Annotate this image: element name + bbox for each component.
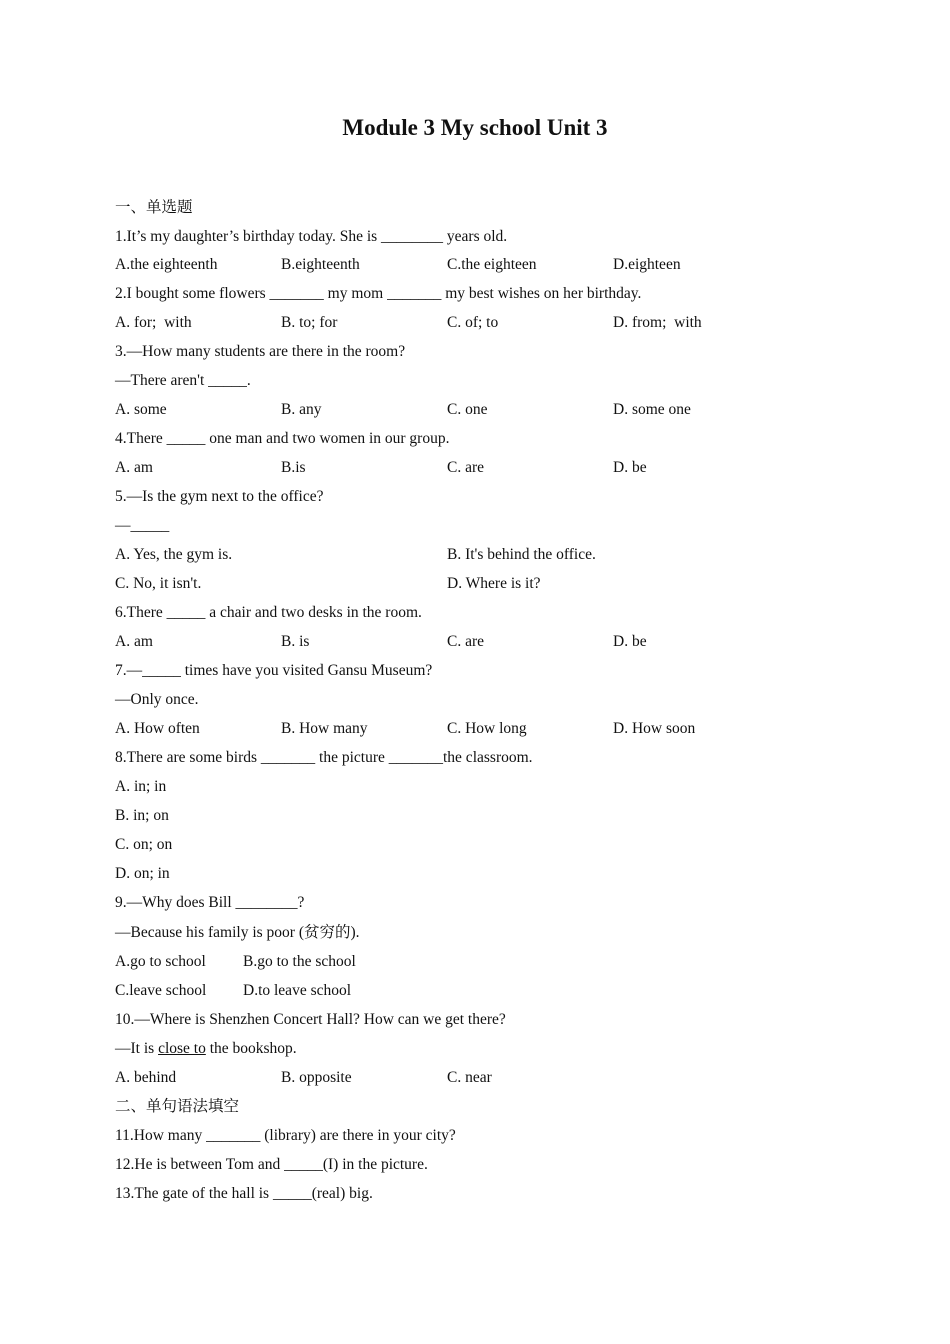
underlined-phrase: close to bbox=[158, 1040, 206, 1057]
question-5-answer: —_____ bbox=[115, 517, 170, 534]
question-9-stem: 9.—Why does Bill ________? bbox=[115, 894, 305, 911]
question-3-stem: 3.—How many students are there in the room? bbox=[115, 343, 406, 360]
question-5-stem: 5.—Is the gym next to the office? bbox=[115, 488, 324, 505]
question-1-stem: 1.It’s my daughter’s birthday today. She is ________ years old. bbox=[115, 228, 508, 245]
answer-prefix: —It is bbox=[115, 1040, 159, 1057]
option-a: A. am bbox=[115, 633, 153, 650]
question-11: 11.How many _______ (library) are there in your city? bbox=[115, 1127, 456, 1144]
question-4-stem: 4.There _____ one man and two women in our group. bbox=[115, 430, 450, 447]
question-10-options bbox=[115, 1069, 835, 1087]
question-2-stem: 2.I bought some flowers _______ my mom _______ my best wishes on her birthday. bbox=[115, 285, 642, 302]
option-b: B. any bbox=[281, 401, 322, 418]
option-b: B.go to the school bbox=[243, 953, 356, 970]
question-9-options-row-1 bbox=[115, 953, 835, 971]
question-4-options bbox=[115, 459, 835, 477]
question-5-options-row-2 bbox=[115, 575, 835, 593]
option-a: A.the eighteenth bbox=[115, 256, 218, 273]
option-c: C. are bbox=[447, 459, 485, 476]
option-a: A. some bbox=[115, 401, 167, 418]
option-b: B. to; for bbox=[281, 314, 338, 331]
option-c: C.leave school bbox=[115, 982, 207, 999]
option-d: D. be bbox=[613, 633, 647, 650]
question-10-answer bbox=[115, 1040, 297, 1058]
question-10-stem: 10.—Where is Shenzhen Concert Hall? How can we get there? bbox=[115, 1011, 506, 1028]
option-d: D. from; with bbox=[613, 314, 702, 331]
option-c: C. No, it isn't. bbox=[115, 575, 202, 592]
question-8-option-b: B. in; on bbox=[115, 807, 169, 824]
section-heading-single-choice: 一、单选题 bbox=[115, 199, 193, 216]
page-title: Module 3 My school Unit 3 bbox=[342, 115, 608, 140]
option-b: B. How many bbox=[281, 720, 368, 737]
question-9-options-row-2 bbox=[115, 982, 835, 1000]
option-a: A. Yes, the gym is. bbox=[115, 546, 233, 563]
option-d: D. some one bbox=[613, 401, 691, 418]
answer-suffix: the bookshop. bbox=[205, 1040, 297, 1057]
option-d: D.eighteen bbox=[613, 256, 681, 273]
option-b: B.is bbox=[281, 459, 306, 476]
option-b: B. is bbox=[281, 633, 310, 650]
question-1-options bbox=[115, 256, 835, 274]
option-c: C. are bbox=[447, 633, 485, 650]
question-8-option-a: A. in; in bbox=[115, 778, 167, 795]
option-b: B. It's behind the office. bbox=[447, 546, 596, 563]
question-13: 13.The gate of the hall is _____(real) big. bbox=[115, 1185, 373, 1202]
option-b: B. opposite bbox=[281, 1069, 352, 1086]
question-8-option-d: D. on; in bbox=[115, 865, 170, 882]
option-c: C. of; to bbox=[447, 314, 499, 331]
option-d: D. How soon bbox=[613, 720, 696, 737]
question-3-answer: —There aren't _____. bbox=[115, 372, 251, 389]
question-9-answer: —Because his family is poor (贫穷的). bbox=[115, 924, 360, 941]
option-c: C. How long bbox=[447, 720, 527, 737]
question-7-stem: 7.—_____ times have you visited Gansu Museum? bbox=[115, 662, 433, 679]
question-6-stem: 6.There _____ a chair and two desks in the room. bbox=[115, 604, 422, 621]
question-7-answer: —Only once. bbox=[115, 691, 199, 708]
question-6-options bbox=[115, 633, 835, 651]
option-c: C.the eighteen bbox=[447, 256, 537, 273]
question-12: 12.He is between Tom and _____(I) in the picture. bbox=[115, 1156, 428, 1173]
option-a: A. How often bbox=[115, 720, 200, 737]
question-5-options-row-1 bbox=[115, 546, 835, 564]
section-heading-grammar-fill: 二、单句语法填空 bbox=[115, 1098, 240, 1115]
option-c: C. near bbox=[447, 1069, 492, 1086]
question-2-options bbox=[115, 314, 835, 332]
option-d: D. Where is it? bbox=[447, 575, 541, 592]
question-7-options bbox=[115, 720, 835, 738]
option-c: C. one bbox=[447, 401, 488, 418]
question-3-options bbox=[115, 401, 835, 419]
option-d: D. be bbox=[613, 459, 647, 476]
option-a: A. for; with bbox=[115, 314, 192, 331]
option-b: B.eighteenth bbox=[281, 256, 360, 273]
question-8-stem: 8.There are some birds _______ the picture _______the classroom. bbox=[115, 749, 533, 766]
option-d: D.to leave school bbox=[243, 982, 352, 999]
option-a: A. am bbox=[115, 459, 153, 476]
option-a: A. behind bbox=[115, 1069, 177, 1086]
question-8-option-c: C. on; on bbox=[115, 836, 173, 853]
option-a: A.go to school bbox=[115, 953, 206, 970]
